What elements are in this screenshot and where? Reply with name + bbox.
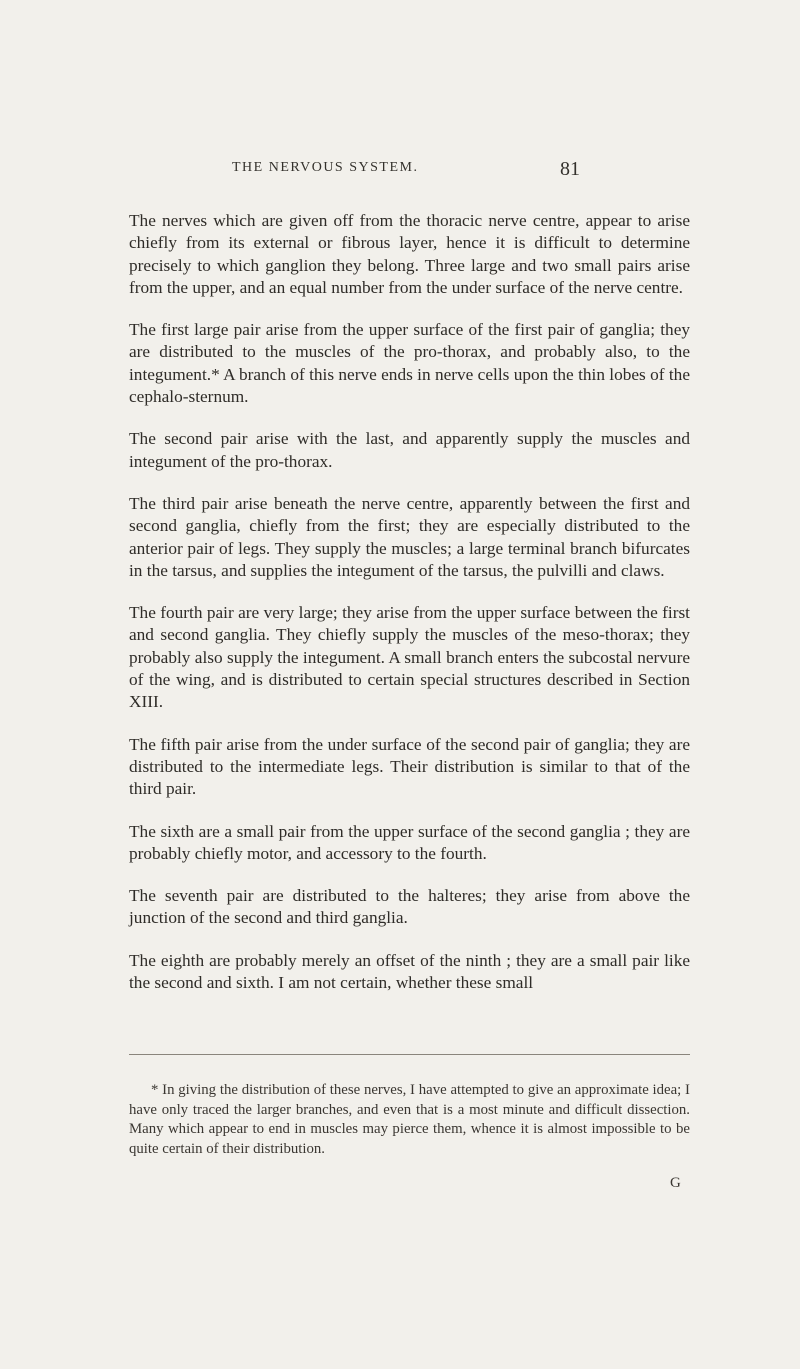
footnote-text: * In giving the distribution of these nerves, I have attempted to give an approximate idea; I have only traced the larger branches, and even that is a most minute and difficult dissection. Many which appear to end in muscles may pierce them, whence it is almost impossible to be quite certain of their distribution. <box>129 1082 690 1157</box>
page-number: 81 <box>560 158 580 180</box>
paragraph: The seventh pair are distributed to the halteres; they arise from above the junction of the second and third ganglia. <box>129 886 690 928</box>
paragraph: The sixth are a small pair from the upper surface of the second ganglia ; they are probably chiefly motor, and accessory to the fourth. <box>129 821 690 863</box>
footnote <box>129 1081 690 1159</box>
footnote-divider <box>129 1054 690 1055</box>
paragraph: The third pair arise beneath the nerve centre, apparently between the first and second ganglia, chiefly from the first; they are especially distributed to the anterior pair of legs. They supply the muscles; a large terminal branch bifurcates in the tarsus, and supplies the integument of the tarsus, the pulvilli and claws. <box>129 493 690 580</box>
paragraph: The fifth pair arise from the under surface of the second pair of ganglia; they are distributed to the intermediate legs. Their distribution is similar to that of the third pair. <box>129 734 690 799</box>
paragraph: The fourth pair are very large; they arise from the upper surface between the first and second ganglia. They chiefly supply the muscles of the meso-thorax; they probably also supply the integument. A small branch enters the subcostal nervure of the wing, and is distributed to certain special structures described in Section XIII. <box>129 603 690 712</box>
paragraph: The first large pair arise from the upper surface of the first pair of ganglia; they are distributed to the muscles of the pro-thorax, and probably also, to the integument.* A branch of this nerve ends in nerve cells upon the thin lobes of the cephalo-sternum. <box>129 320 690 407</box>
paragraph: The nerves which are given off from the thoracic nerve centre, appear to arise chiefly from its external or fibrous layer, hence it is difficult to determine precisely to which ganglion they belong. Three large and two small pairs arise from the upper, and an equal number from the under surface of the nerve centre. <box>129 211 690 297</box>
body-text <box>129 210 690 1014</box>
signature-mark: G <box>670 1175 681 1191</box>
paragraph: The second pair arise with the last, and apparently supply the muscles and integument of the pro-thorax. <box>129 429 690 471</box>
running-head: THE NERVOUS SYSTEM. <box>232 160 419 175</box>
paragraph: The eighth are probably merely an offset of the ninth ; they are a small pair like the second and sixth. I am not certain, whether these small <box>129 950 690 993</box>
